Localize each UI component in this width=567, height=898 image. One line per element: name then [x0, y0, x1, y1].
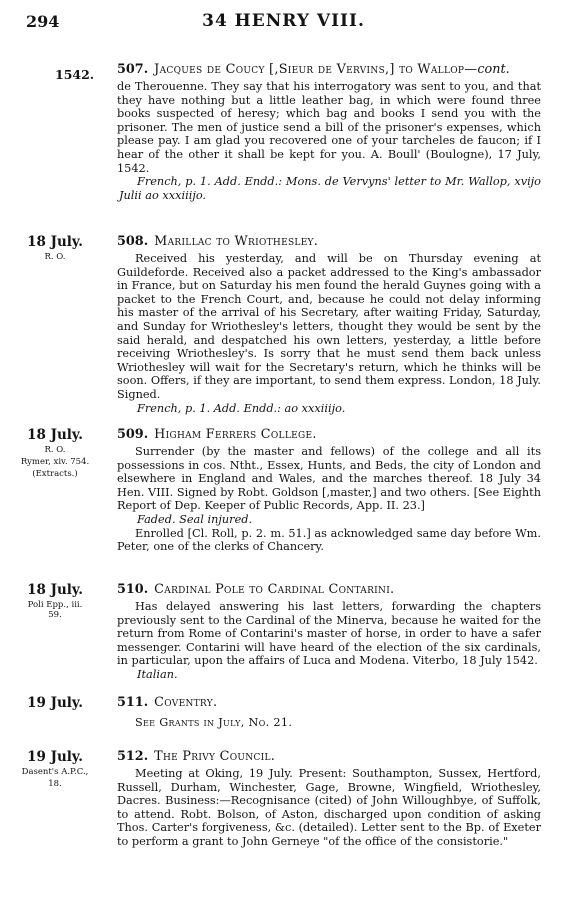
entry-paragraph: Received his yesterday, and will be on Thursday evening at Guildeforde. Received also a packet addressed to the King's ambassador in France, but on Saturday his men found the herald Guynes going with a packet to the French Court, and, because he could not delay informing his master of the arrival of his Secretary, after waiting Friday, Saturday, and Sunday for Wriothesley's letters, thought they would be sent by the said herald, and despatched his own letters, yesterday, a little before receiving Wriothesley's. Is sorry that he must send them back unless Wriothesley will wait for the Secretary's return, which he thinks will be soon. Offers, if they are important, to send them express. London, 18 July. Signed.	[117, 252, 541, 401]
entry-heading-suffix: cont.	[477, 62, 510, 77]
entry-note: Enrolled [Cl. Roll, p. 2. m. 51.] as acknowledged same day before Wm. Peter, one of the clerks of Chancery.	[117, 526, 541, 554]
entry-body	[117, 234, 541, 415]
entry-title	[117, 62, 541, 77]
entry-source-ref: Dasent's A.P.C.,	[21, 767, 89, 777]
entry-date: 19 July.	[27, 749, 83, 765]
entry-body	[117, 427, 541, 554]
entry-margin	[20, 427, 90, 479]
page-header	[0, 6, 567, 30]
entry-date: 18 July.	[27, 427, 83, 443]
entry-date: 19 July.	[27, 695, 83, 711]
entry-heading: Coventry.	[154, 695, 218, 710]
entry-paragraph: Meeting at Oking, 19 July. Present: Southampton, Sussex, Hertford, Russell, Durham, Winchester, Gage, Browne, Wingfield, Wriothesley, Dacres. Business:—Recognisance (cited) of John Willoughbye, of Suffolk, to attend. Robt. Bolson, of Aston, discharged upon condition of asking Thos. Carter's forgiveness, &c. (detailed). Letter sent to the Bp. of Exeter to perform a grant to John Gerneye "of the office of the consistorie."	[117, 767, 541, 848]
entry-number: 508.	[117, 234, 149, 249]
entry-title	[117, 427, 541, 442]
entry-title	[117, 749, 541, 764]
entry-title	[117, 234, 541, 249]
entry-note: Italian.	[137, 667, 178, 681]
entry-body	[117, 582, 541, 682]
entry-title	[117, 582, 541, 597]
entry-date: 18 July.	[27, 582, 83, 598]
entry-body	[117, 62, 541, 202]
entry-number: 512.	[117, 749, 149, 764]
entry-note: Faded. Seal injured.	[137, 512, 253, 526]
entry-title	[117, 695, 541, 710]
entry-heading: Cardinal Pole to Cardinal Contarini.	[154, 582, 395, 597]
entry-number: 509.	[117, 427, 149, 442]
entry-source-ref: R. O.	[44, 252, 66, 262]
entry-note: French, p. 1. Add. Endd.: Mons. de Vervyns' letter to Mr. Wallop, xvijo Julii ao xxxiiijo.	[119, 175, 541, 202]
year-label: 1542.	[55, 67, 95, 82]
entry-source-ref: (Extracts.)	[32, 469, 78, 479]
entry-margin	[20, 695, 90, 711]
entry-margin	[20, 234, 90, 262]
entry-number: 507.	[117, 62, 149, 77]
entry-source-ref: Poli Epp., iii. 59.	[27, 600, 83, 620]
entry-source-ref: 18.	[48, 779, 62, 789]
entry-source-ref: R. O.	[44, 445, 66, 455]
entry-heading: Jacques de Coucy [,Sieur de Vervins,] to Wallop—	[154, 62, 478, 77]
page-number: 294	[26, 12, 60, 31]
entry-body	[117, 695, 541, 730]
entry-source-ref: Rymer, xiv. 754.	[20, 457, 90, 467]
entry-heading: Higham Ferrers College.	[154, 427, 317, 442]
running-head: 34 HENRY VIII.	[202, 11, 365, 31]
entry-margin	[20, 582, 90, 620]
entry-paragraph: Surrender (by the master and fellows) of the college and all its possessions in cos. Ntht., Essex, Hunts, and Beds, the city of London and elsewhere in England and Wales, and the marches thereof. 18 July 34 Hen. VIII. Signed by Robt. Goldson [,master,] and two others. [See Eighth Report of Dep. Keeper of Public Records, App. II. 23.]	[117, 445, 541, 513]
entry-number: 510.	[117, 582, 149, 597]
entry-body	[117, 749, 541, 849]
entry-paragraph: See Grants in July, No. 21.	[135, 716, 293, 729]
entry-heading: The Privy Council.	[154, 749, 276, 764]
entry-margin	[20, 749, 90, 789]
entry-note: French, p. 1. Add. Endd.: ao xxxiiijo.	[137, 401, 346, 415]
entry-heading: Marillac to Wriothesley.	[154, 234, 319, 249]
entry-paragraph: de Therouenne. They say that his interrogatory was sent to you, and that they have nothing but a little leather bag, in which were found three books suspected of heresy; which bag and books I send you with the prisoner. The men of justice send a bill of the prisoner's expenses, which please pay. I am glad you recovered one of your tarcheles de faucon; if I hear of the other it shall be kept for you. A. Boull' (Boulogne), 17 July, 1542.	[117, 80, 541, 175]
entry-date: 18 July.	[27, 234, 83, 250]
entry-number: 511.	[117, 695, 149, 710]
entry-paragraph: Has delayed answering his last letters, forwarding the chapters previously sent to the Cardinal of the Minerva, because he waited for the return from Rome of Contarini's master of horse, in order to have a safer messenger. Contarini will have heard of the election of the six cardinals, in particular, upon the affairs of Luca and Modena. Viterbo, 18 July 1542.	[117, 600, 541, 668]
